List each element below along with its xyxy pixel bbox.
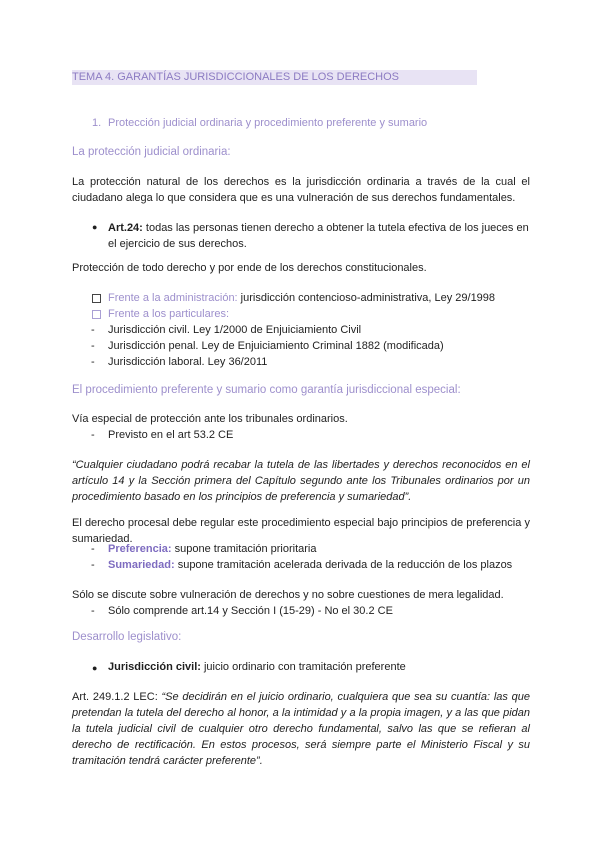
sumariedad-text: supone tramitación acelerada derivada de la reducción de los plazos	[174, 559, 513, 571]
bullet-civil-label: Jurisdicción civil:	[108, 661, 201, 673]
sumariedad-label: Sumariedad:	[108, 559, 175, 571]
preferencia-text: supone tramitación prioritaria	[171, 543, 317, 555]
checkbox-icon	[92, 294, 101, 303]
dash-marker: -	[91, 429, 95, 441]
bullet-icon: ●	[92, 663, 98, 673]
checkbox-item-administracion	[108, 292, 495, 304]
list-item-preferencia	[108, 543, 317, 555]
bullet-art24-text: todas las personas tienen derecho a obtener la tutela efectiva de los jueces en el ejercicio de sus derechos.	[108, 222, 529, 250]
dash-marker: -	[91, 324, 95, 336]
bullet-icon: ●	[92, 222, 98, 232]
dash-marker: -	[91, 356, 95, 368]
quote-art53: “Cualquier ciudadano podrá recabar la tutela de las libertades y derechos reconocidos en el artículo 14 y la Sección primera del Capítulo segundo ante los Tribunales ordinarios por un procedimiento basado en los principios de preferencia y sumariedad”.	[72, 459, 530, 503]
paragraph-proteccion-todo: Protección de todo derecho y por ende de los derechos constitucionales.	[72, 262, 427, 274]
bullet-civil-text: juicio ordinario con tramitación preferente	[200, 661, 406, 673]
quote-art249	[72, 689, 530, 769]
list-item-heading: Protección judicial ordinaria y procedimiento preferente y sumario	[108, 117, 428, 129]
list-item: Jurisdicción civil. Ley 1/2000 de Enjuiciamiento Civil	[108, 324, 362, 336]
list-item: Previsto en el art 53.2 CE	[108, 429, 234, 441]
dash-marker: -	[91, 340, 95, 352]
art249-ref: Art. 249.1.2 LEC:	[72, 691, 162, 703]
dash-marker: -	[91, 605, 95, 617]
preferencia-label: Preferencia:	[108, 543, 172, 555]
checkbox-icon	[92, 310, 101, 319]
checkbox-label-administracion: Frente a la administración:	[108, 292, 238, 304]
art249-quote: “Se decidirán en el juicio ordinario, cualquiera que sea su cuantía: las que pretendan la tutela del derecho al honor, a la intimidad y a la propia imagen, y a las que pidan la tutela judicial civil de cualquier otro derecho fundamental, salvo las que se refieran al derecho de rectificación. En estos procesos, será siempre parte el Ministerio Fiscal y su tramitación tendrá carácter preferente”.	[72, 691, 530, 767]
paragraph-derecho-procesal: El derecho procesal debe regular este procedimiento especial bajo principios de preferencia y sumariedad.	[72, 517, 530, 545]
section-heading-ordinaria: La protección judicial ordinaria:	[72, 146, 231, 158]
list-item-sumariedad	[108, 559, 512, 571]
bullet-art24-label: Art.24:	[108, 222, 143, 234]
paragraph-via-especial: Vía especial de protección ante los tribunales ordinarios.	[72, 413, 348, 425]
checkbox-label-particulares: Frente a los particulares:	[108, 308, 230, 320]
section-heading-preferente: El procedimiento preferente y sumario como garantía jurisdiccional especial:	[72, 384, 461, 396]
paragraph-proteccion-natural: La protección natural de los derechos es la jurisdicción ordinaria a través de la cual el ciudadano alega lo que considera que es una vulneración de sus derechos fundamentales.	[72, 176, 530, 204]
section-heading-desarrollo: Desarrollo legislativo:	[72, 631, 182, 643]
dash-marker: -	[91, 543, 95, 555]
list-item: Sólo comprende art.14 y Sección I (15-29) - No el 30.2 CE	[108, 605, 393, 617]
page-title: TEMA 4. GARANTÍAS JURISDICCIONALES DE LOS DERECHOS	[72, 70, 477, 85]
list-item: Jurisdicción penal. Ley de Enjuiciamiento Criminal 1882 (modificada)	[108, 340, 444, 352]
paragraph-vulneracion: Sólo se discute sobre vulneración de derechos y no sobre cuestiones de mera legalidad.	[72, 589, 504, 601]
checkbox-text-administracion: jurisdicción contencioso-administrativa, Ley 29/1998	[237, 292, 496, 304]
bullet-art24	[108, 220, 530, 252]
bullet-civil	[108, 661, 406, 673]
list-item: Jurisdicción laboral. Ley 36/2011	[108, 356, 268, 368]
list-item-number: 1.	[92, 117, 102, 129]
dash-marker: -	[91, 559, 95, 571]
